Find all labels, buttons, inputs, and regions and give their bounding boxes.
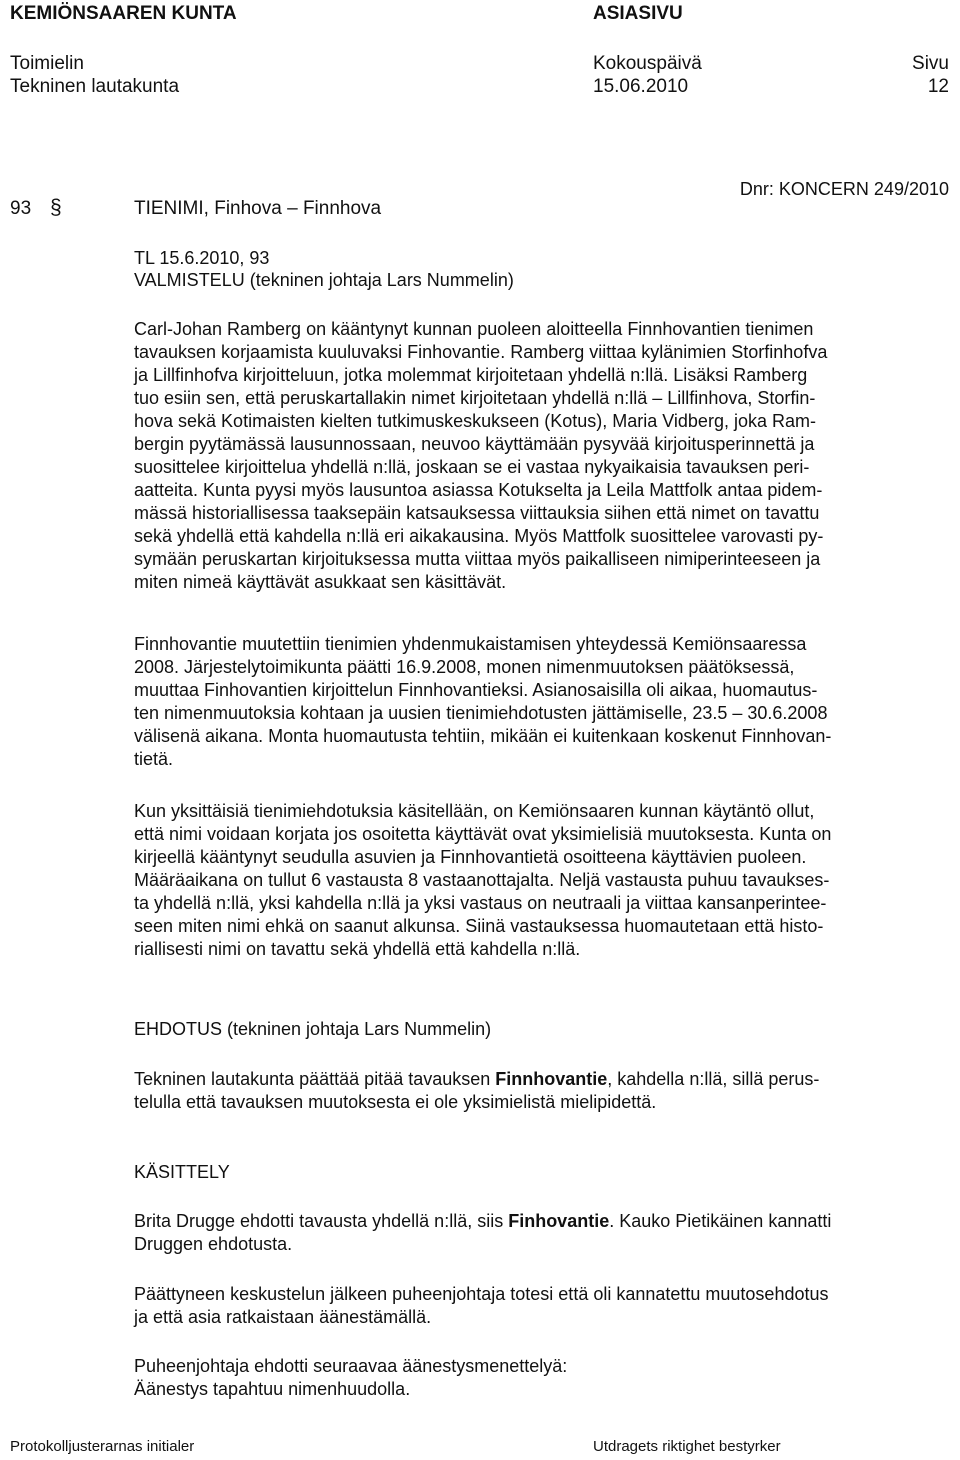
handling-road-name: Finhovantie	[508, 1211, 610, 1231]
text-line: kirjeellä kääntynyt seudulla asuvien ja Finnhovantietä osoitteena käyttävien puoleen.	[134, 847, 807, 867]
text-line: Kun yksittäisiä tienimiehdotuksia käsitellään, on Kemiönsaaren kunnan käytäntö ollut,	[134, 801, 815, 821]
footer-initials: Protokolljusterarnas initialer	[10, 1438, 195, 1455]
handling-text: . Kauko Pietikäinen kannatti	[609, 1211, 832, 1231]
text-line: Päättyneen keskustelun jälkeen puheenjohtaja totesi että oli kannatettu muutosehdotus	[134, 1284, 829, 1304]
text-line: tietä.	[134, 749, 174, 769]
text-line: välisenä aikana. Monta huomautusta tehtiin, mikään ei kuitenkaan koskenut Finnhovan-	[134, 726, 832, 746]
handling-heading: KÄSITTELY	[134, 1162, 230, 1182]
page-number: 12	[927, 76, 949, 97]
text-line: ja että asia ratkaistaan äänestämällä.	[134, 1307, 432, 1327]
text-line: muuttaa Finhovantien kirjoittelun Finnhovantieksi. Asianosaisilla oli aikaa, huomautus-	[134, 680, 818, 700]
handling-line-2: Druggen ehdotusta.	[134, 1234, 293, 1254]
text-line: sekä yhdellä että kahdella n:llä eri aikakausina. Myös Mattfolk suosittelee varovasti py-	[134, 526, 824, 546]
text-line: bergin pyytämässä lausunnossaan, neuvoo käyttämään pysyvää kirjoitusperinnettä ja	[134, 434, 815, 454]
text-line: riallisesti nimi on tavattu sekä yhdellä että kahdella n:llä.	[134, 939, 581, 959]
text-line: ja Lillfinhofva kirjoitteluun, jotka molemmat kirjoitetaan yhdellä n:llä. Lisäksi Ramberg	[134, 365, 808, 385]
proposal-road-name: Finnhovantie	[495, 1069, 608, 1089]
page-label: Sivu	[912, 53, 949, 74]
section-sign: §	[50, 196, 62, 219]
document-type: ASIASIVU	[593, 3, 683, 24]
handling-line-1	[134, 1210, 831, 1232]
text-line: miten nimeä käyttävät asukkaat sen käsittävät.	[134, 572, 507, 592]
text-line: ta yhdellä n:llä, yksi kahdella n:llä ja yksi vastaus on neutraali ja viittaa kansanperintee-	[134, 893, 827, 913]
organization-name: KEMIÖNSAAREN KUNTA	[10, 3, 237, 24]
text-line: ten nimenmuutoksia kohtaan ja uusien tienimiehdotusten jättämiselle, 23.5 – 30.6.2008	[134, 703, 828, 723]
text-line: Puheenjohtaja ehdotti seuraavaa äänestysmenettelyä:	[134, 1356, 568, 1376]
meeting-date-value: 15.06.2010	[593, 76, 689, 97]
proposal-line-2: telulla että tavauksen muutoksesta ei ole yksimielistä mielipidettä.	[134, 1092, 657, 1112]
text-line: hova sekä Kotimaisten kielten tutkimuskeskukseen (Kotus), Maria Vidberg, joka Ram-	[134, 411, 816, 431]
text-line: symään peruskartan kirjoituksessa mutta viittaa myös paikalliseen nimiperinteeseen ja	[134, 549, 821, 569]
preparation-line: VALMISTELU (tekninen johtaja Lars Nummelin)	[134, 270, 514, 290]
proposal-text: Tekninen lautakunta päättää pitää tavauksen	[134, 1069, 496, 1089]
proposal-text: , kahdella n:llä, sillä perus-	[607, 1069, 820, 1089]
footer-certification: Utdragets riktighet bestyrker	[593, 1438, 781, 1455]
proposal-line-1	[134, 1068, 819, 1090]
text-line: mässä historiallisessa taaksepäin katsauksessa viittauksia siihen että nimet on tavattu	[134, 503, 820, 523]
text-line: tuo esiin sen, että peruskartallakin nimet kirjoitetaan yhdellä n:llä – Lillfinhova, Storfin-	[134, 388, 816, 408]
text-line: Finnhovantie muutettiin tienimien yhdenmukaistamisen yhteydessä Kemiönsaaressa	[134, 634, 807, 654]
item-title: TIENIMI, Finhova – Finnhova	[134, 198, 382, 219]
handling-text: Brita Drugge ehdotti tavausta yhdellä n:llä, siis	[134, 1211, 509, 1231]
text-line: 2008. Järjestelytoimikunta päätti 16.9.2008, monen nimenmuutoksen päätöksessä,	[134, 657, 795, 677]
meeting-date-label: Kokouspäivä	[593, 53, 702, 74]
text-line: Carl-Johan Ramberg on kääntynyt kunnan puoleen aloitteella Finnhovantien tienimen	[134, 319, 814, 339]
text-line: aatteita. Kunta pyysi myös lausuntoa asiassa Kotukselta ja Leila Mattfolk antaa pidem-	[134, 480, 823, 500]
item-number: 93	[10, 198, 32, 219]
body-label: Toimielin	[10, 53, 84, 74]
body-value: Tekninen lautakunta	[10, 76, 180, 97]
text-line: seen miten nimi ehkä on saanut alkunsa. Siinä vastauksessa huomautetaan että histo-	[134, 916, 824, 936]
proposal-heading: EHDOTUS (tekninen johtaja Lars Nummelin)	[134, 1019, 492, 1039]
text-line: Määräaikana on tullut 6 vastausta 8 vastaanottajalta. Neljä vastausta puhuu tavaukses-	[134, 870, 830, 890]
text-line: Äänestys tapahtuu nimenhuudolla.	[134, 1379, 411, 1399]
text-line: tavauksen korjaamista kuuluvaksi Finhovantie. Ramberg viittaa kylänimien Storfinhofva	[134, 342, 828, 362]
text-line: että nimi voidaan korjata jos osoitetta käyttävät ovat yksimielisiä muutoksesta. Kunta on	[134, 824, 832, 844]
text-line: suosittelee kirjoittelua yhdellä n:llä, joskaan se ei vastaa nykyaikaisia tavauksen peri-	[134, 457, 810, 477]
reference-line: TL 15.6.2010, 93	[134, 248, 270, 268]
registry-number: Dnr: KONCERN 249/2010	[739, 179, 949, 199]
